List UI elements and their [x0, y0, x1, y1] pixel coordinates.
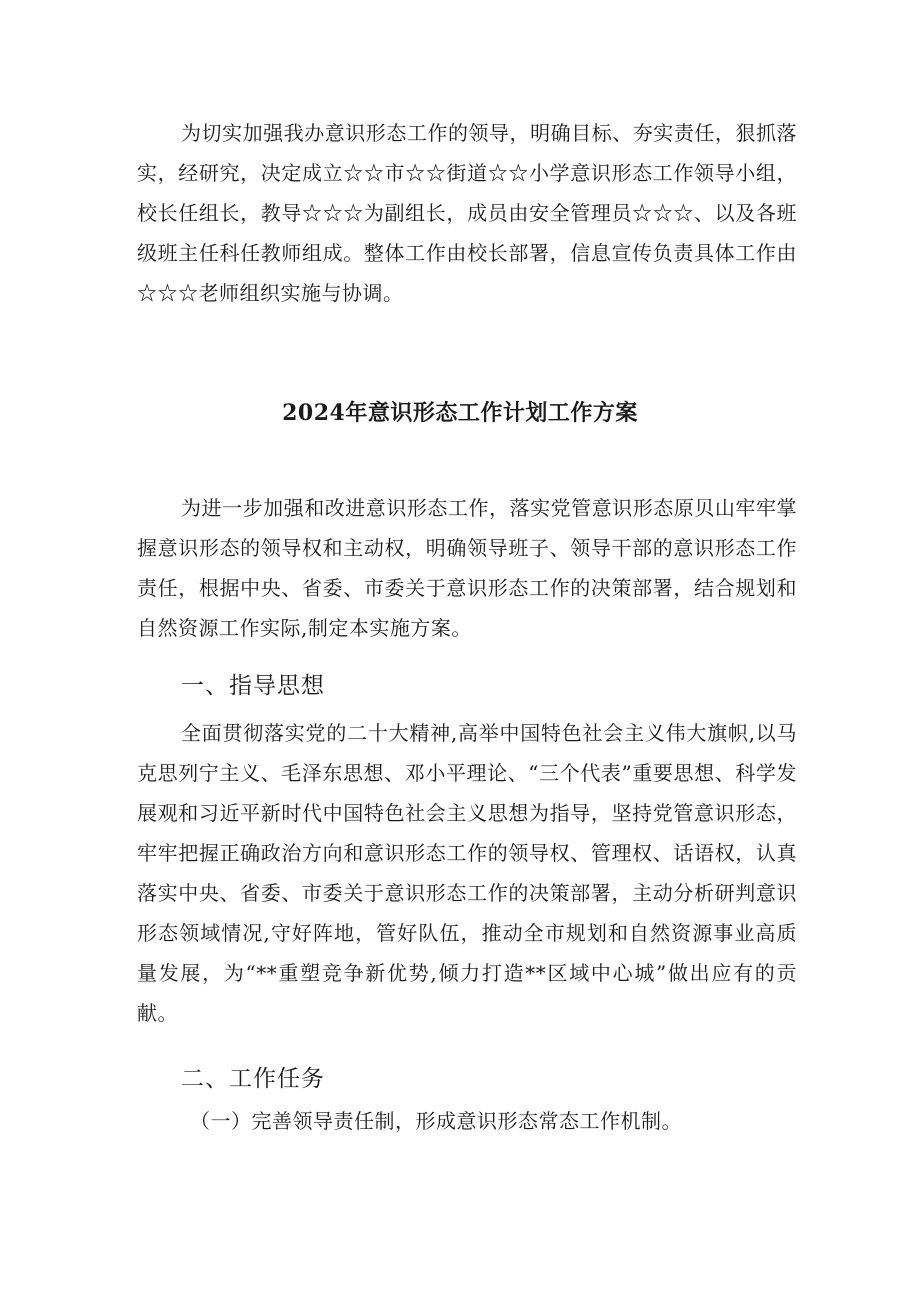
intro-paragraph: 为切实加强我办意识形态工作的领导，明确目标、夯实责任，狠抓落实，经研究，决定成立☆☆市☆☆街道☆☆小学意识形态工作领导小组，校长任组长，教导☆☆☆为副组长，成员由安全管理员☆☆☆、以及各班级班主任科任教师组成。整体工作由校长部署，信息宣传负责具体工作由☆☆☆老师组织实施与协调。 — [137, 121, 797, 305]
section-heading-work-tasks: 二、工作任务 — [181, 1066, 325, 1092]
work-task-item-1: （一）完善领导责任制，形成意识形态常态工作机制。 — [190, 1109, 682, 1133]
document-title: 2024年意识形态工作计划工作方案 — [282, 400, 638, 426]
section-heading-guiding-ideology: 一、指导思想 — [181, 673, 325, 699]
preamble-paragraph: 为进一步加强和改进意识形态工作，落实党管意识形态原贝山牢牢掌握意识形态的领导权和主动权，明确领导班子、领导干部的意识形态工作责任，根据中央、省委、市委关于意识形态工作的决策部署，结合规划和自然资源工作实际,制定本实施方案。 — [137, 496, 797, 640]
guiding-ideology-paragraph: 全面贯彻落实党的二十大精神,高举中国特色社会主义伟大旗帜,以马克思列宁主义、毛泽东思想、邓小平理论、“三个代表”重要思想、科学发展观和习近平新时代中国特色社会主义思想为指导，坚持党管意识形态，牢牢把握正确政治方向和意识形态工作的领导权、管理权、话语权，认真落实中央、省委、市委关于意识形态工作的决策部署，主动分析研判意识形态领域情况,守好阵地，管好队伍，推动全市规划和自然资源事业高质量发展，为“**重塑竞争新优势,倾力打造**区域中心城”做出应有的贡献。 — [137, 721, 797, 1025]
